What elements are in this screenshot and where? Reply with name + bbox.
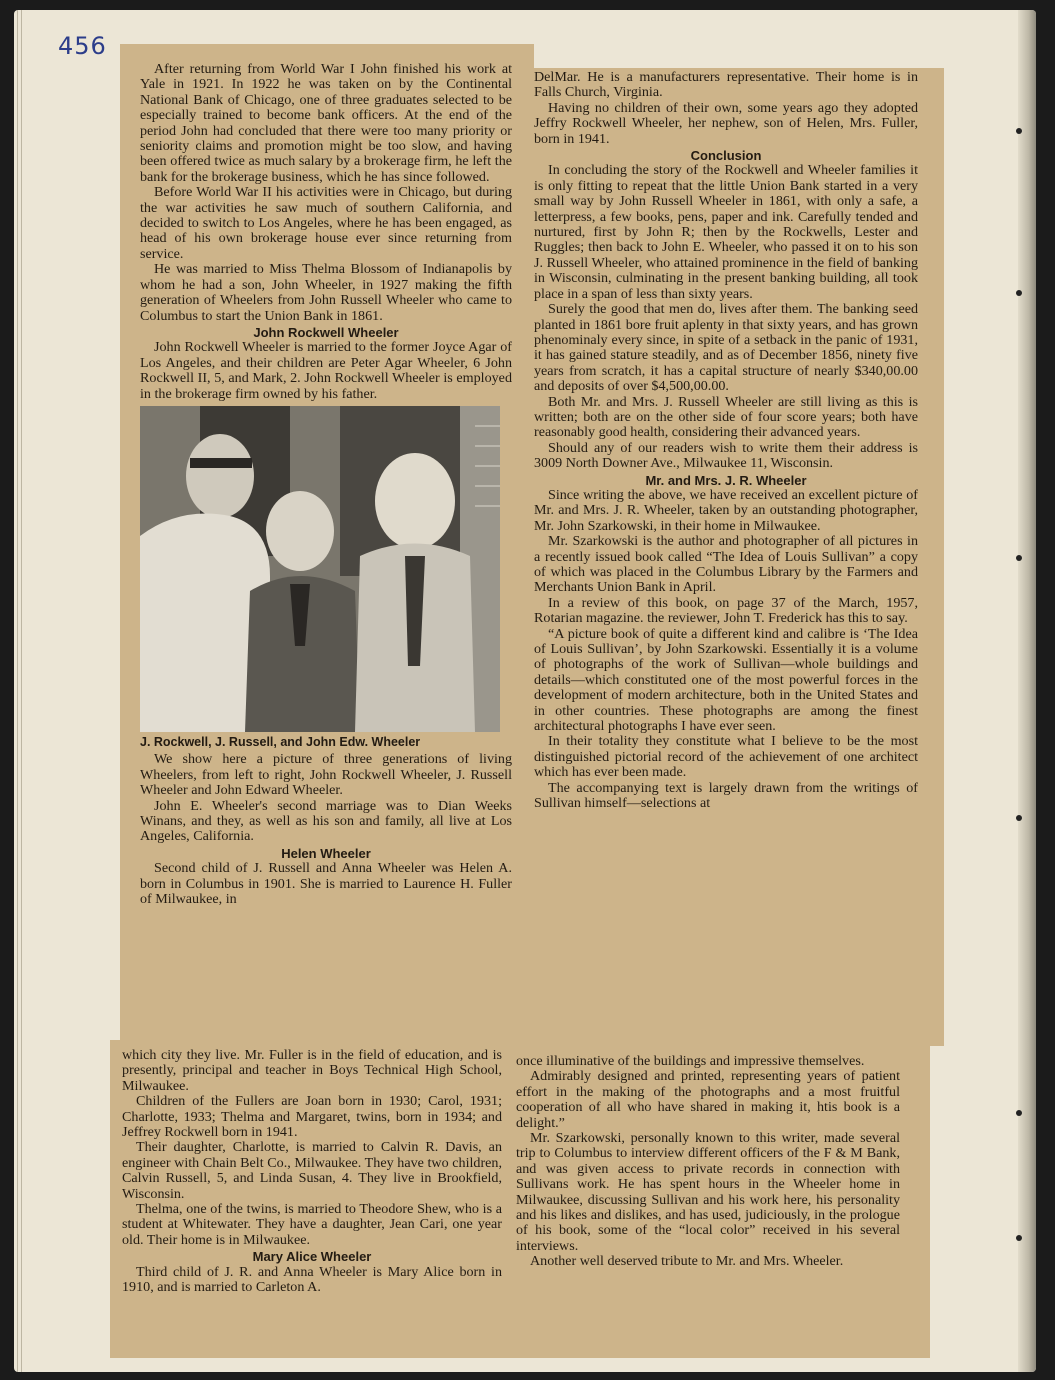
article-column [122,1048,502,1296]
punch-hole [1016,1235,1022,1241]
punch-hole [1016,555,1022,561]
article-column [140,62,512,907]
section-heading: Mr. and Mrs. J. R. Wheeler [645,472,807,488]
photo-illustration [140,406,500,732]
paragraph: Surely the good that men do, lives after them. The banking seed planted in 1861 bore fruit aplenty in that sixty years, and has grown phenominaly every since, in spite of a setback in the panic of 1931, it has gained stature steadily, and as of December 1856, ninety five years from scratch, it has a capital structure of nearly $340,00.00 and deposits of over $4,500,00.00. [534,301,918,395]
paragraph: Third child of J. R. and Anna Wheeler is Mary Alice born in 1910, and is married to Carleton A. [122,1263,502,1296]
clipping-left-top [120,44,534,1046]
page-number: 456 [58,32,107,60]
paragraph: which city they live. Mr. Fuller is in the field of education, and is presently, principal and teacher in Boys Technical High School, Milwaukee. [122,1047,502,1094]
paragraph: Since writing the above, we have received an excellent picture of Mr. and Mrs. J. R. Wheeler, taken by an outstanding photographer, Mr. John Szarkowski, in their home in Milwaukee. [534,486,918,534]
paragraph: Their daughter, Charlotte, is married to Calvin R. Davis, an engineer with Chain Belt Co., Milwaukee. They have two children, Calvin Russell, 5, and Linda Susan, 4. They live in Brookfield, Wisconsin. [122,1139,502,1202]
scrapbook-page [14,10,1036,1372]
photo-caption: J. Rockwell, J. Russell, and John Edw. Wheeler [140,734,421,749]
paragraph: In a review of this book, on page 37 of the March, 1957, Rotarian magazine. the reviewer, John T. Frederick has this to say. [534,594,918,627]
punch-hole [1016,1110,1022,1116]
paragraph: Admirably designed and printed, representing years of patient effort in the making of the photographs and a most fruitful cooperation of all who have shared in making it, htis book is a delight.” [516,1068,900,1131]
paragraph: After returning from World War I John finished his work at Yale in 1921. In 1922 he was taken on by the Continental National Bank of Chicago, one of three graduates selected to be especially trained to become bank officers. At the end of the period John had concluded that there were too many priority or seniority claims and promotion might be too slow, and having been offered twice as much salary by a brokerage firm, he left the bank for the brokerage business, which he has since followed. [140,61,512,185]
paragraph: We show here a picture of three generations of living Wheelers, from left to right, John Rockwell Wheeler, J. Russell Wheeler and John Edward Wheeler. [140,751,512,799]
clipping-left-bottom [110,1040,526,1358]
article-column [534,70,918,812]
paragraph: Second child of J. Russell and Anna Wheeler was Helen A. born in Columbus in 1901. She is married to Laurence H. Fuller of Milwaukee, in [140,860,512,907]
family-photo [140,406,500,732]
paragraph: Both Mr. and Mrs. J. Russell Wheeler are still living as this is written; both are on the other side of four score years; both have reasonably good health, considering their advanced years. [534,393,918,441]
paragraph: John Rockwell Wheeler is married to the former Joyce Agar of Los Angeles, and their children are Peter Agar Wheeler, 6 John Rockwell II, 5, and Mark, 2. John Rockwell Wheeler is employed in the brokerage firm owned by his father. [140,339,512,402]
section-heading: John Rockwell Wheeler [253,324,399,340]
paragraph: The accompanying text is largely drawn from the writings of Sullivan himself—selections at [534,779,918,812]
paragraph: once illuminative of the buildings and impressive themselves. [516,1053,865,1069]
paragraph: “A picture book of quite a different kind and calibre is ‘The Idea of Louis Sullivan’, by John Szarkowski. Essentially it is a volume of photographs of the work of Sullivan—whole buildings and details—which constituted one of the most powerful forces in the development of modern architecture, both in the United States and in other countries. These photographs are among the finest architectural photographs I have ever seen. [534,625,918,735]
punch-hole [1016,290,1022,296]
paragraph: Another well deserved tribute to Mr. and Mrs. Wheeler. [530,1253,844,1270]
paragraph: John E. Wheeler's second marriage was to Dian Weeks Winans, and they, as well as his son and family, all live at Los Angeles, California. [140,797,512,845]
punch-hole [1016,128,1022,134]
paragraph: Thelma, one of the twins, is married to Theodore Shew, who is a student at Whitewater. They have a daughter, Jean Cari, one year old. Their home is in Milwaukee. [122,1201,502,1248]
paragraph: Mr. Szarkowski, personally known to this writer, made several trip to Columbus to interview different officers of the F & M Bank, and was given access to private records in connection with Sullivans work. He has spent hours in the Wheeler home in Milwaukee, discussing Sullivan and his work here, his personality and his likes and dislikes, and has used, judiciously, in the prologue of his book, some of the “local color” received in his several interviews. [516,1130,900,1254]
section-heading: Helen Wheeler [281,845,371,861]
article-column [516,1054,900,1270]
paragraph: He was married to Miss Thelma Blossom of Indianapolis by whom he had a son, John Wheeler, in 1927 making the fifth generation of Wheelers from John Russell Wheeler who came to Columbus to start the Union Bank in 1861. [140,261,512,324]
page-edge [1018,10,1036,1372]
punch-hole [1016,815,1022,821]
clipping-right-top [524,68,944,1046]
paragraph: In their totality they constitute what I believe to be the most distinguished pictorial record of the achievement of one architect which has ever been made. [534,733,918,781]
paragraph: DelMar. He is a manufacturers representative. Their home is in Falls Church, Virginia. [534,69,918,101]
paragraph: Before World War II his activities were in Chicago, but during the war activities he saw much of southern California, and decided to switch to Los Angeles, where he has been engaged, as head of his own brokerage house ever since returning from service. [140,184,512,262]
section-heading: Mary Alice Wheeler [252,1249,372,1265]
paragraph: Having no children of their own, some years ago they adopted Jeffry Rockwell Wheeler, her nephew, son of Helen, Mrs. Fuller, born in 1941. [534,99,918,147]
binder-line [17,10,18,1372]
paragraph: In concluding the story of the Rockwell and Wheeler families it is only fitting to repeat that the little Union Bank started in a very small way by John Russell Wheeler in 1861, with only a safe, a letterpress, a few books, pens, paper and ink. Carefully tended and nurtured, first by John R; then by the Rockwells, Lester and Ruggles; then back to John E. Wheeler, who passed it on to his son J. Russell Wheeler, who attained prominence in the field of banking in Wisconsin, culminating in the present banking building, all took place in a span of less than sixty years. [534,162,918,302]
paragraph: Children of the Fullers are Joan born in 1930; Carol, 1931; Charlotte, 1933; Thelma and Margaret, twins, born in 1934; and Jeffrey Rockwell born in 1941. [122,1093,502,1141]
paragraph: Should any of our readers wish to write them their address is 3009 North Downer Ave., Milwaukee 11, Wisconsin. [534,439,918,472]
section-heading: Conclusion [690,148,762,164]
clipping-right-bottom [512,1044,930,1358]
binder-line [21,10,22,1372]
paragraph: Mr. Szarkowski is the author and photographer of all pictures in a recently issued book called “The Idea of Louis Sullivan” a copy of which was placed in the Columbus Library by the Farmers and Merchants Union Bank in April. [534,533,918,596]
